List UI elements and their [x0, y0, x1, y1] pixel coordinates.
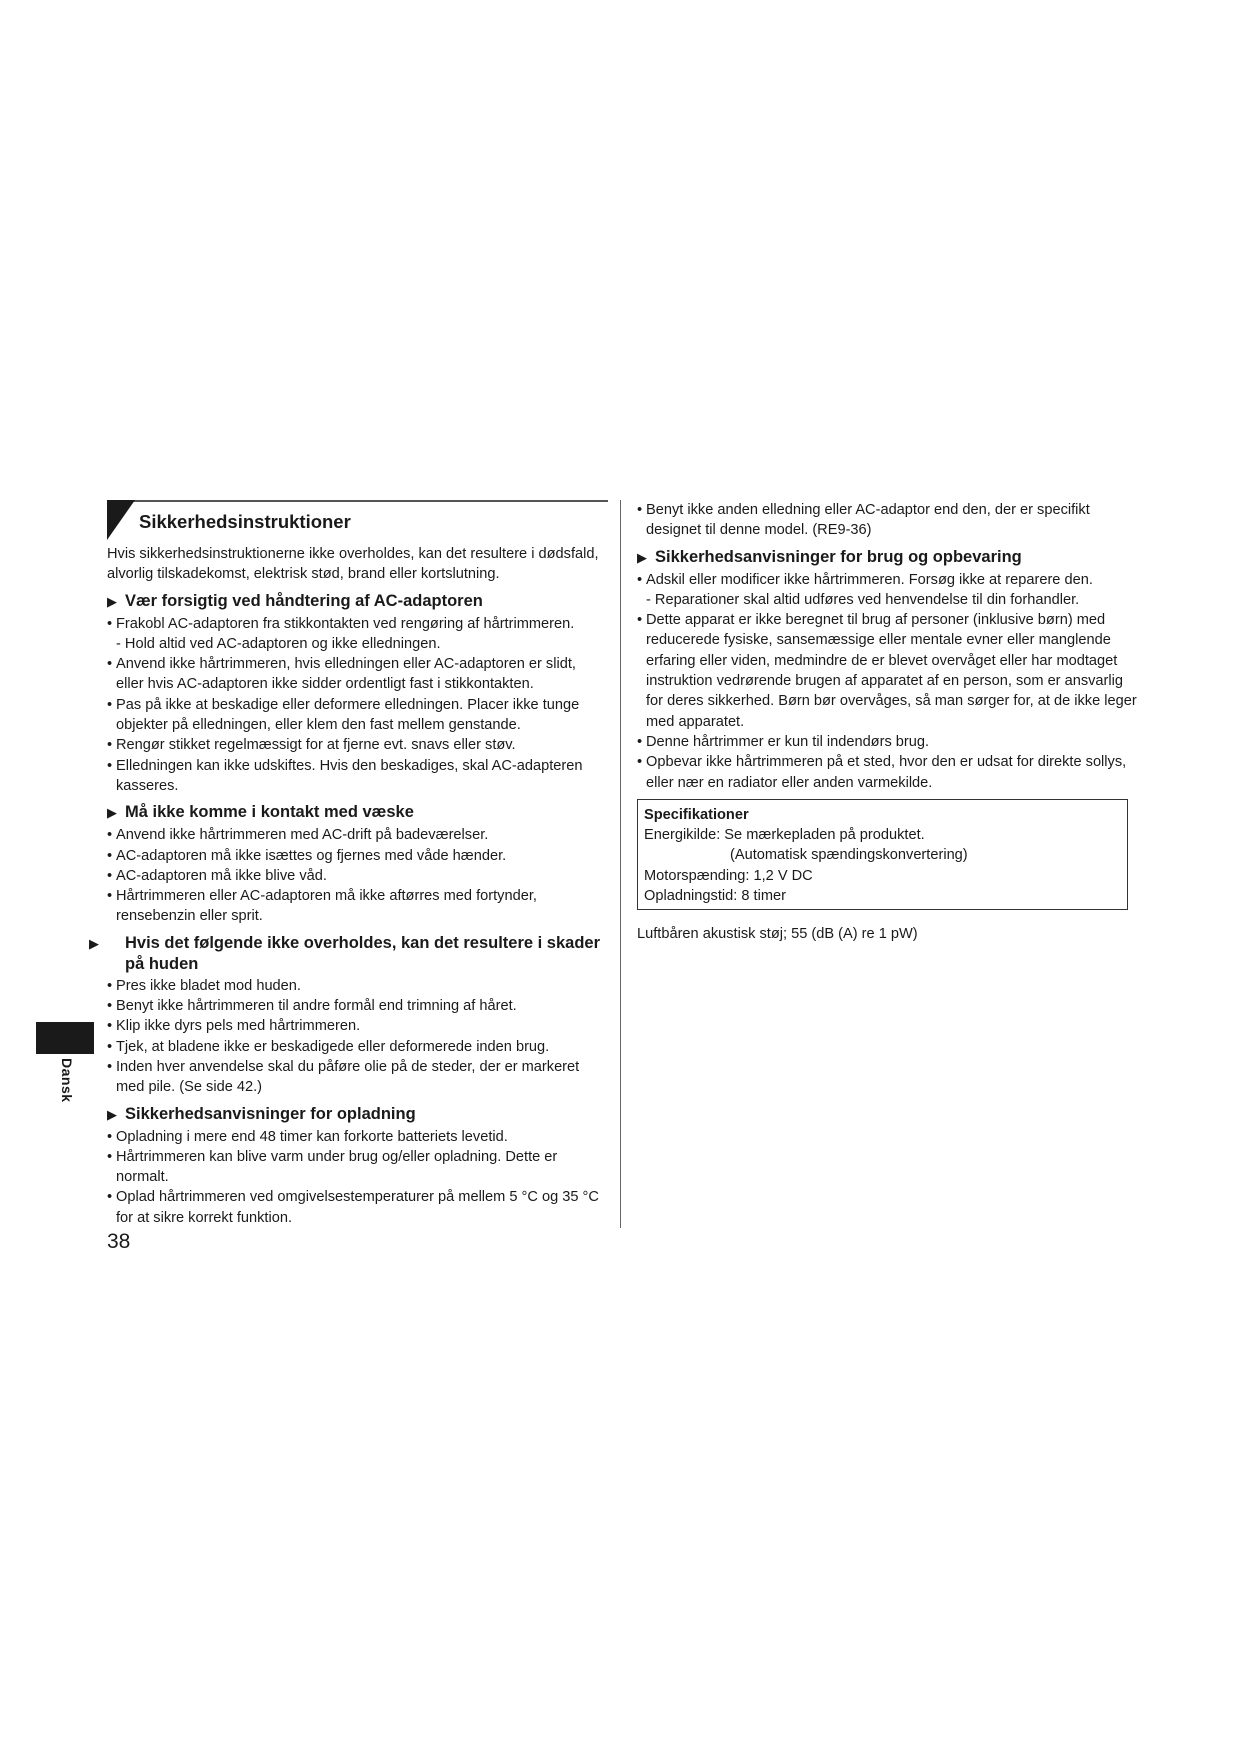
list-item: • AC-adaptoren må ikke blive våd. — [107, 866, 607, 886]
list-item: • Hårtrimmeren eller AC-adaptoren må ikke aftørres med fortynder, rensebenzin eller sprit. — [107, 886, 607, 927]
list-item: • Hårtrimmeren kan blive varm under brug og/eller opladning. Dette er normalt. — [107, 1147, 607, 1188]
list-item: • Dette apparat er ikke beregnet til brug af personer (inklusive børn) med reducerede fysiske, sansemæssige eller mentale evner eller manglende erfaring eller viden, medmindre de er blevet overvåget eller har modtaget instruktion vedrørende brugen af apparatet af en person, som er ansvarlig for deres sikkerhed. Børn bør overvåges, så man sørger for, at de ikke leger med apparatet. — [637, 610, 1137, 732]
sub-note: - Reparationer skal altid udføres ved henvendelse til din forhandler. — [646, 591, 1080, 608]
list-use-storage — [637, 570, 1137, 793]
list-skin — [107, 976, 607, 1098]
section-heading-ac-adaptor: ▶ Vær forsigtig ved håndtering af AC-adaptoren — [107, 591, 483, 610]
section-title-bar — [107, 500, 607, 540]
list-item: • Oplad hårtrimmeren ved omgivelsestemperaturer på mellem 5 °C og 35 °C for at sikre korrekt funktion. — [107, 1187, 607, 1228]
section-heading-charging: ▶ Sikkerhedsanvisninger for opladning — [107, 1104, 416, 1123]
arrow-icon: ▶ — [107, 805, 117, 821]
page-title: Sikkerhedsinstruktioner — [139, 511, 351, 532]
list-item: • Elledningen kan ikke udskiftes. Hvis den beskadiges, skal AC-adapteren kasseres. — [107, 756, 607, 797]
specifications-title: Specifikationer — [644, 806, 749, 823]
arrow-icon: ▶ — [107, 1106, 117, 1122]
title-corner-triangle — [107, 500, 135, 540]
sub-note: - Hold altid ved AC-adaptoren og ikke elledningen. — [116, 635, 441, 652]
column-divider — [620, 500, 621, 1228]
section-heading-liquid: ▶ Må ikke komme i kontakt med væske — [107, 803, 414, 822]
language-tab-marker — [36, 1022, 94, 1054]
specifications-box — [637, 799, 1128, 910]
list-item: • Denne hårtrimmer er kun til indendørs brug. — [637, 732, 1137, 752]
list-item: • Benyt ikke hårtrimmeren til andre formål end trimning af håret. — [107, 996, 607, 1016]
list-ac-adaptor — [107, 614, 607, 797]
spec-motor: Motorspænding: 1,2 V DC — [644, 867, 813, 884]
list-item: • Rengør stikket regelmæssigt for at fjerne evt. snavs eller støv. — [107, 735, 607, 755]
list-item: • Pres ikke bladet mod huden. — [107, 976, 607, 996]
spec-charge: Opladningstid: 8 timer — [644, 888, 786, 905]
spec-energy: Energikilde: Se mærkepladen på produktet. — [644, 827, 925, 844]
arrow-icon: ▶ — [637, 549, 647, 565]
arrow-icon: ▶ — [107, 593, 117, 609]
list-item: • Inden hver anvendelse skal du påføre olie på de steder, der er markeret med pile. (Se side 42.) — [107, 1057, 607, 1098]
arrow-icon: ▶ — [89, 935, 99, 951]
right-column — [637, 500, 1137, 945]
section-heading-skin: ▶ Hvis det følgende ikke overholdes, kan det resultere i skader på huden — [89, 933, 601, 973]
list-liquid — [107, 825, 607, 926]
section-heading-use-storage: ▶ Sikkerhedsanvisninger for brug og opbevaring — [637, 547, 1022, 566]
noise-spec: Luftbåren akustisk støj; 55 (dB (A) re 1 pW) — [637, 926, 918, 943]
list-item: • Pas på ikke at beskadige eller deformere elledningen. Placer ikke tunge objekter på elledningen, eller klem den fast mellem genstande. — [107, 695, 607, 736]
list-item: • Klip ikke dyrs pels med hårtrimmeren. — [107, 1016, 607, 1036]
intro-text: Hvis sikkerhedsinstruktionerne ikke overholdes, kan det resultere i dødsfald, alvorlig tilskadekomst, elektrisk stød, brand eller kortslutning. — [107, 546, 599, 583]
title-rule — [107, 500, 608, 502]
list-item: • Opbevar ikke hårtrimmeren på et sted, hvor den er udsat for direkte sollys, eller nær en radiator eller anden varmekilde. — [637, 752, 1137, 793]
list-item: • Tjek, at bladene ikke er beskadigede eller deformerede inden brug. — [107, 1037, 607, 1057]
list-item: • Opladning i mere end 48 timer kan forkorte batteriets levetid. — [107, 1127, 607, 1147]
page-number: 38 — [107, 1230, 131, 1253]
list-item: • Benyt ikke anden elledning eller AC-adaptor end den, der er specifikt designet til denne model. (RE9-36) — [637, 500, 1137, 541]
left-column — [89, 500, 607, 1234]
language-tab-label: Dansk — [59, 1058, 75, 1103]
list-item: • AC-adaptoren må ikke isættes og fjernes med våde hænder. — [107, 846, 607, 866]
list-item: • Frakobl AC-adaptoren fra stikkontakten ved rengøring af hårtrimmeren. - Hold altid ved AC-adaptoren og ikke elledningen. — [107, 614, 607, 655]
list-item: • Anvend ikke hårtrimmeren med AC-drift på badeværelser. — [107, 825, 607, 845]
list-charging — [107, 1127, 607, 1228]
list-item: • Adskil eller modificer ikke hårtrimmeren. Forsøg ikke at reparere den. - Reparationer skal altid udføres ved henvendelse til din forhandler. — [637, 570, 1137, 611]
list-continued — [637, 500, 1137, 541]
list-item: • Anvend ikke hårtrimmeren, hvis elledningen eller AC-adaptoren er slidt, eller hvis AC-adaptoren ikke sidder ordentligt fast i stikkontakten. — [107, 654, 607, 695]
spec-energy-note: (Automatisk spændingskonvertering) — [730, 847, 968, 864]
